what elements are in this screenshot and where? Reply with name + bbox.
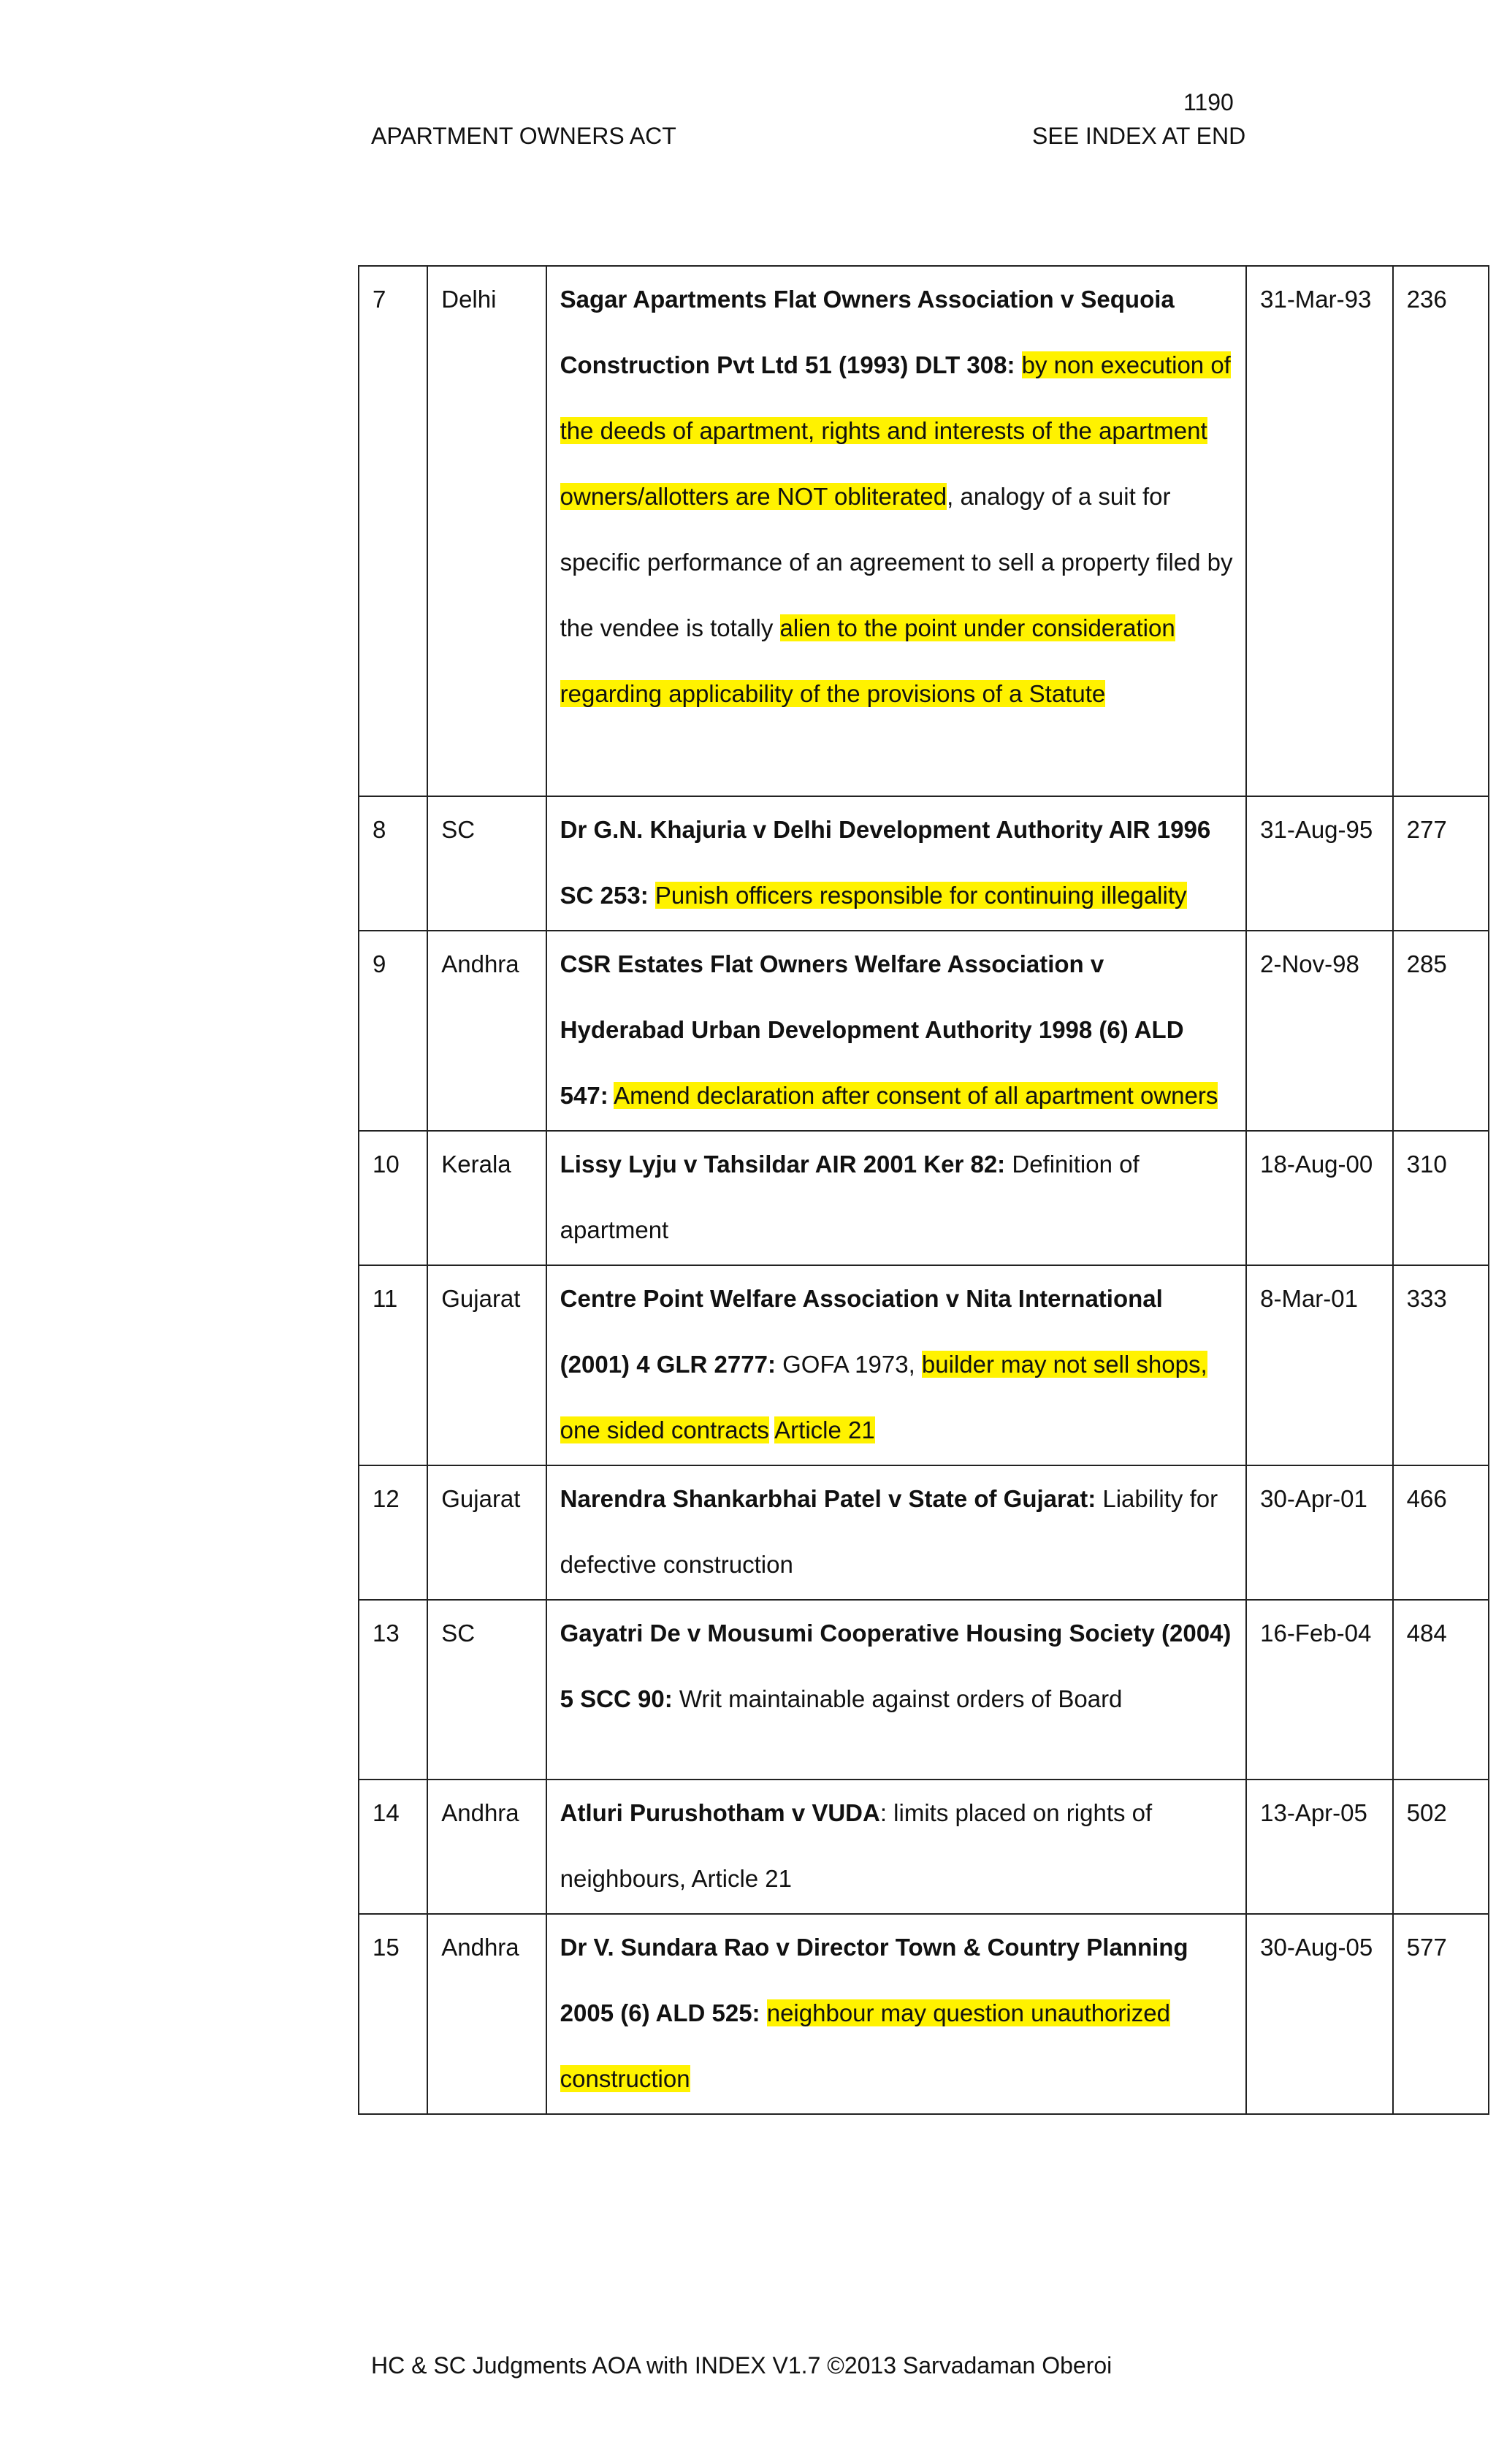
court-cell: Andhra (427, 931, 546, 1131)
table-row (359, 1465, 1489, 1600)
row-number: 7 (359, 266, 427, 796)
case-name: CSR Estates Flat Owners Welfare Association v Hyderabad Urban Development Authority 1998 (6) ALD 547: (560, 950, 1184, 1109)
case-description (546, 266, 1246, 796)
judgment-date: 2-Nov-98 (1246, 931, 1393, 1131)
case-note: Definition of apartment (560, 1151, 1140, 1243)
highlighted-note: Amend declaration after consent of all apartment owners (614, 1082, 1218, 1109)
case-note: , analogy of a suit for specific performance of an agreement to sell a property filed by the vendee is totally (560, 483, 1233, 641)
judgments-table (358, 265, 1489, 2115)
page-number: 1190 (1183, 89, 1234, 115)
running-header-index-note: SEE INDEX AT END (1032, 123, 1246, 149)
case-description (546, 1780, 1246, 1914)
case-name: Narendra Shankarbhai Patel v State of Gujarat: (560, 1485, 1096, 1512)
page-footer: HC & SC Judgments AOA with INDEX V1.7 ©2013 Sarvadaman Oberoi (371, 2352, 1113, 2379)
case-note: Writ maintainable against orders of Board (679, 1685, 1123, 1712)
case-note: GOFA 1973, (782, 1351, 915, 1378)
judgment-date: 18-Aug-00 (1246, 1131, 1393, 1265)
case-description (546, 1600, 1246, 1780)
running-header-title: APARTMENT OWNERS ACT (371, 123, 676, 149)
table-row (359, 796, 1489, 931)
page-reference: 310 (1393, 1131, 1489, 1265)
case-name: Centre Point Welfare Association v Nita International (2001) 4 GLR 2777: (560, 1285, 1163, 1378)
judgment-date: 13-Apr-05 (1246, 1780, 1393, 1914)
page-reference: 466 (1393, 1465, 1489, 1600)
page-reference: 285 (1393, 931, 1489, 1131)
table-row (359, 1600, 1489, 1780)
row-number: 11 (359, 1265, 427, 1465)
court-cell: Kerala (427, 1131, 546, 1265)
table-row (359, 1265, 1489, 1465)
row-number: 12 (359, 1465, 427, 1600)
case-name: Atluri Purushotham v VUDA (560, 1799, 880, 1826)
court-cell: Gujarat (427, 1465, 546, 1600)
case-note: Liability for defective construction (560, 1485, 1218, 1578)
court-cell: Delhi (427, 266, 546, 796)
case-description (546, 1914, 1246, 2114)
highlighted-note: by non execution of the deeds of apartment, rights and interests of the apartment owners/allotters are NOT obliterated (560, 351, 1231, 510)
row-number: 13 (359, 1600, 427, 1780)
highlighted-note: alien to the point under consideration regarding applicability of the provisions of a Statute (560, 614, 1175, 707)
judgment-date: 16-Feb-04 (1246, 1600, 1393, 1780)
court-cell: Andhra (427, 1780, 546, 1914)
table-row (359, 931, 1489, 1131)
case-description (546, 931, 1246, 1131)
row-number: 9 (359, 931, 427, 1131)
table-row (359, 1131, 1489, 1265)
page-reference: 236 (1393, 266, 1489, 796)
row-number: 10 (359, 1131, 427, 1265)
case-name: Dr V. Sundara Rao v Director Town & Country Planning 2005 (6) ALD 525: (560, 1934, 1188, 2026)
case-name: Gayatri De v Mousumi Cooperative Housing Society (2004) 5 SCC 90: (560, 1620, 1232, 1712)
case-note: : limits placed on rights of neighbours, Article 21 (560, 1799, 1153, 1892)
case-name: Dr G.N. Khajuria v Delhi Development Authority AIR 1996 SC 253: (560, 816, 1211, 909)
page-reference: 577 (1393, 1914, 1489, 2114)
page-reference: 333 (1393, 1265, 1489, 1465)
court-cell: Gujarat (427, 1265, 546, 1465)
judgment-date: 31-Mar-93 (1246, 266, 1393, 796)
highlighted-note: Article 21 (774, 1416, 875, 1443)
court-cell: SC (427, 796, 546, 931)
judgment-date: 31-Aug-95 (1246, 796, 1393, 931)
case-description (546, 1265, 1246, 1465)
table-row (359, 1914, 1489, 2114)
highlighted-note: Punish officers responsible for continuing illegality (654, 882, 1187, 909)
case-name: Lissy Lyju v Tahsildar AIR 2001 Ker 82: (560, 1151, 1006, 1178)
page-reference: 484 (1393, 1600, 1489, 1780)
row-number: 15 (359, 1914, 427, 2114)
page-reference: 277 (1393, 796, 1489, 931)
table-row (359, 1780, 1489, 1914)
page-reference: 502 (1393, 1780, 1489, 1914)
case-name: Sagar Apartments Flat Owners Association v Sequoia Construction Pvt Ltd 51 (1993) DLT 308: (560, 286, 1175, 378)
case-description (546, 1131, 1246, 1265)
row-number: 8 (359, 796, 427, 931)
case-description (546, 796, 1246, 931)
table-row (359, 266, 1489, 796)
case-description (546, 1465, 1246, 1600)
judgment-date: 8-Mar-01 (1246, 1265, 1393, 1465)
court-cell: Andhra (427, 1914, 546, 2114)
judgment-date: 30-Aug-05 (1246, 1914, 1393, 2114)
row-number: 14 (359, 1780, 427, 1914)
highlighted-note: builder may not sell shops, one sided contracts (560, 1351, 1207, 1443)
highlighted-note: neighbour may question unauthorized construction (560, 1999, 1170, 2092)
judgment-date: 30-Apr-01 (1246, 1465, 1393, 1600)
court-cell: SC (427, 1600, 546, 1780)
